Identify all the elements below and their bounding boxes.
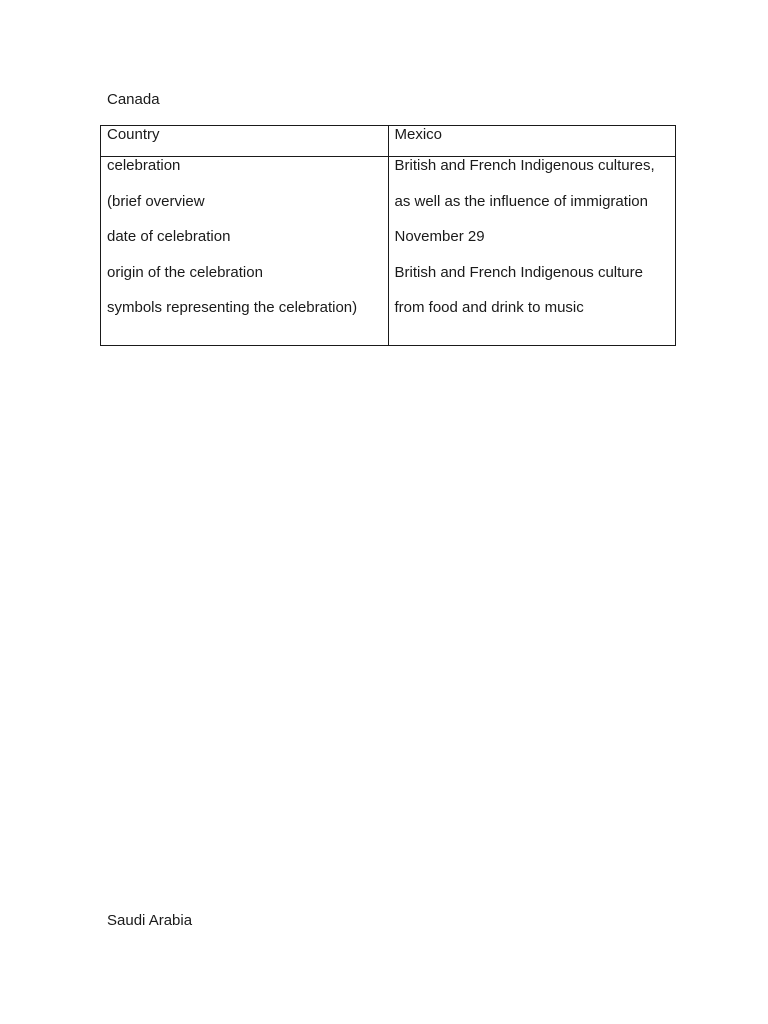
list-item: British and French Indigenous cultures, <box>394 157 655 174</box>
table-cell-right <box>388 157 676 346</box>
footer-heading: Saudi Arabia <box>107 912 193 929</box>
table-header-cell <box>101 126 389 157</box>
list-item: British and French Indigenous culture <box>394 263 643 281</box>
list-item: from food and drink to music <box>394 299 584 317</box>
table-header-cell <box>388 126 676 157</box>
left-cell-lines <box>107 157 382 317</box>
right-cell-lines <box>395 157 670 317</box>
celebration-table <box>100 125 676 346</box>
table-header-row <box>101 126 676 157</box>
list-item: symbols representing the celebration) <box>107 299 358 317</box>
list-item: (brief overview <box>107 192 205 210</box>
table-cell-left <box>101 157 389 346</box>
table-row <box>101 157 676 346</box>
page-heading: Canada <box>107 91 160 108</box>
header-country-label: Country <box>107 126 160 143</box>
header-mexico-label: Mexico <box>394 126 443 143</box>
list-item: date of celebration <box>107 228 231 246</box>
list-item: origin of the celebration <box>107 263 263 281</box>
list-item: celebration <box>107 157 181 174</box>
list-item: as well as the influence of immigration <box>394 192 648 210</box>
list-item: November 29 <box>394 228 485 246</box>
